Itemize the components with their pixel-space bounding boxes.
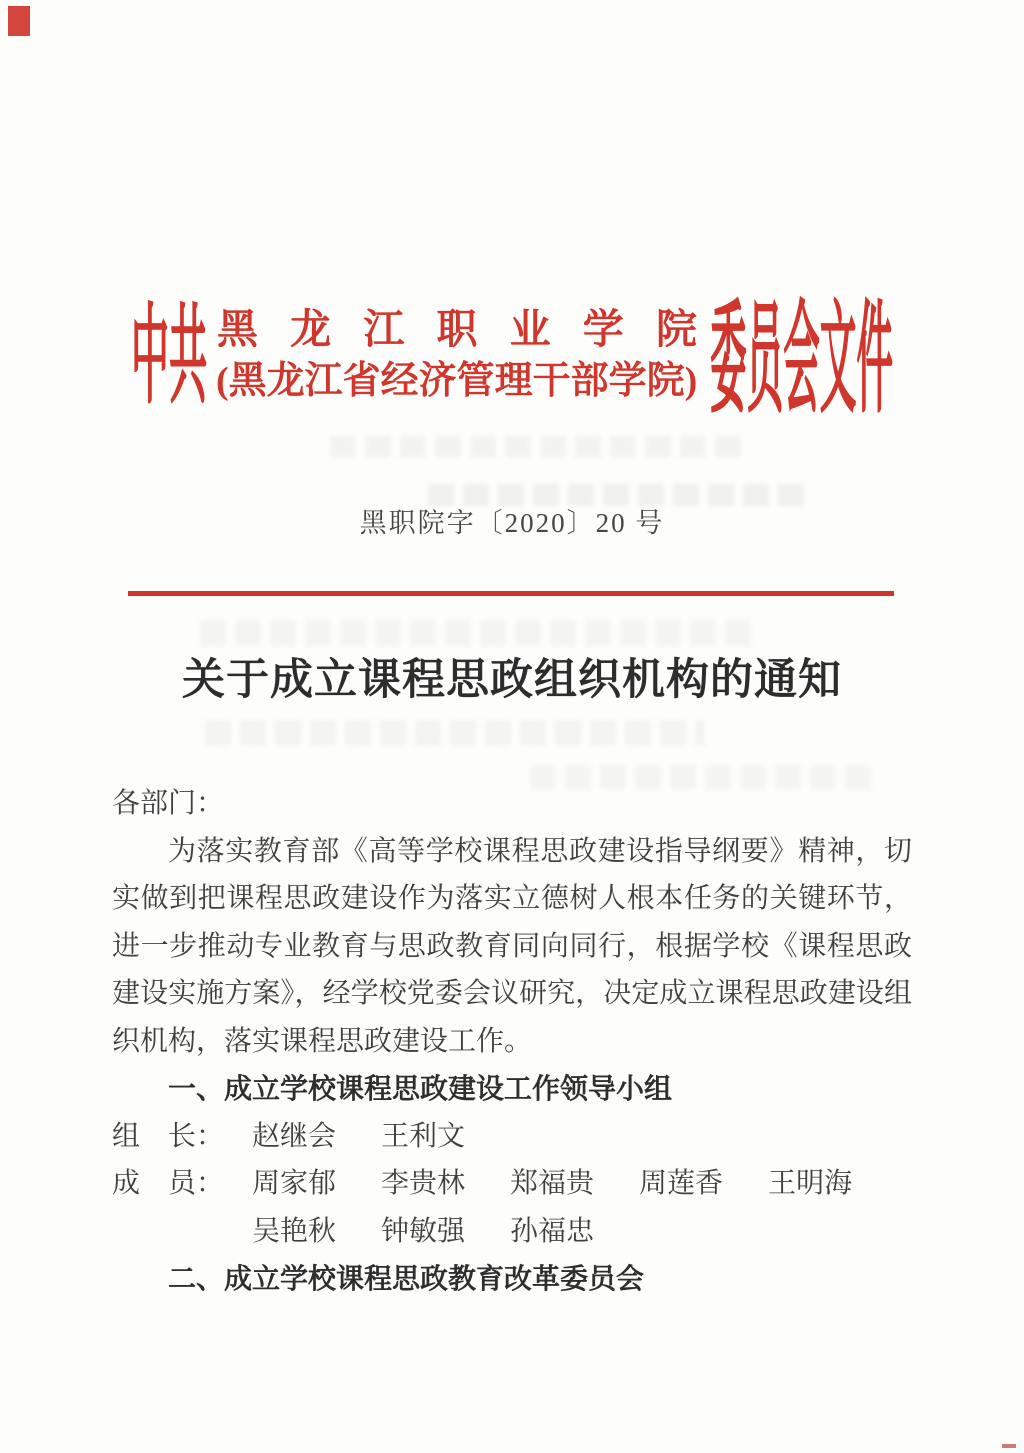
paragraph-line: 织机构，落实课程思政建设工作。 <box>112 1025 533 1057</box>
member-label: 成 员： <box>112 1168 225 1199</box>
leader-label: 组 长： <box>112 1120 225 1152</box>
document-body <box>112 780 912 1303</box>
doc-number: 黑职院字〔2020〕20 号 <box>359 508 665 538</box>
member-row <box>112 1160 912 1208</box>
leader-names: 赵继会 王利文 <box>252 1120 466 1152</box>
bleed-through-artifact <box>200 620 755 646</box>
paragraph-line: 为落实教育部《高等学校课程思政建设指导纲要》精神，切 <box>168 835 912 867</box>
bleed-through-artifact <box>205 720 705 746</box>
section-heading-1: 一、成立学校课程思政建设工作领导小组 <box>168 1073 673 1104</box>
document-title: 关于成立课程思政组织机构的通知 <box>182 657 842 704</box>
member-names-row-1: 周家郁 李贵林 郑福贵 周莲香 王明海 <box>252 1168 853 1199</box>
red-separator-line <box>128 591 894 596</box>
header-committee-suffix: 委员会文件 <box>710 291 893 428</box>
bleed-through-artifact <box>330 436 750 458</box>
section-heading-2: 二、成立学校课程思政教育改革委员会 <box>168 1263 645 1294</box>
header-party-prefix: 中共 <box>131 297 208 418</box>
header-school-alt-name: (黑龙江省经济管理干部学院) <box>216 360 698 402</box>
header-school-name: 黑 龙 江 职 业 学 院 <box>217 306 697 352</box>
scan-edge-mark <box>1002 1444 1016 1448</box>
paragraph-line: 实做到把课程思政建设作为落实立德树人根本任务的关键环节， <box>112 883 912 914</box>
salutation: 各部门： <box>112 788 225 819</box>
leader-row <box>112 1113 912 1161</box>
member-names-row-2: 吴艳秋 钟敏强 孙福忠 <box>252 1215 595 1247</box>
scan-corner-mark <box>8 6 30 36</box>
paragraph-line: 建设实施方案》，经学校党委会议研究，决定成立课程思政建设组 <box>112 978 912 1009</box>
paragraph-line: 进一步推动专业教育与思政教育同向同行，根据学校《课程思政 <box>112 930 912 962</box>
